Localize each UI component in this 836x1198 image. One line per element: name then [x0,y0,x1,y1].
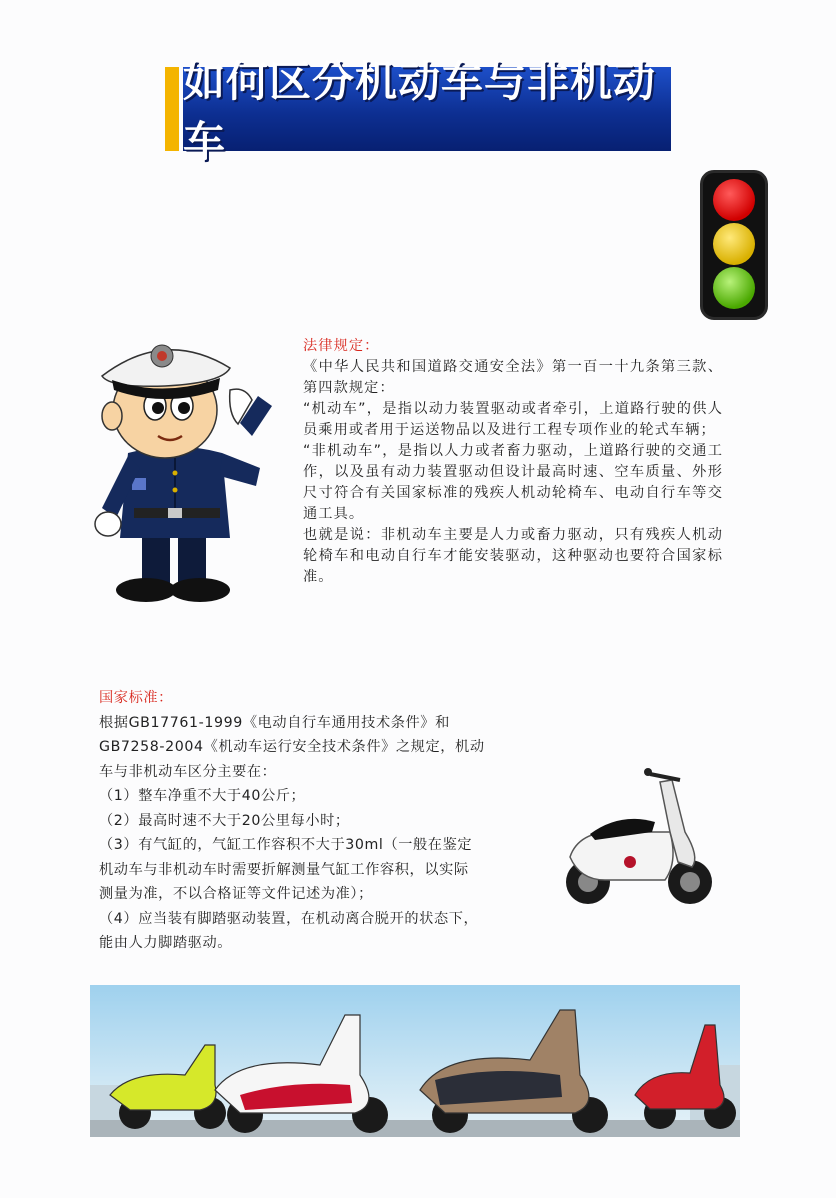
national-line: （2）最高时速不大于20公里每小时； [99,812,350,829]
national-line: 测量为准，不以合格证等文件记述为准）； [99,886,373,902]
legal-paragraph: 也就是说：非机动车主要是人力或畜力驱动，只有残疾人机动轮椅车和电动自行车才能安装驱动，这种驱动也要符合国家标准。 [303,527,723,585]
legal-paragraph: 《中华人民共和国道路交通安全法》第一百一十九条第三款、第四款规定： [303,359,723,396]
green-light [713,267,755,309]
national-line: GB7258-2004《机动车运行安全技术条件》之规定，机动 [99,739,485,755]
traffic-light-icon [700,170,768,320]
legal-section [303,336,723,588]
legal-paragraph: “非机动车”，是指以人力或者畜力驱动，上道路行驶的交通工作，以及虽有动力装置驱动但设计最高时速、空车质量、外形尺寸符合有关国家标准的残疾人机动轮椅车、电动自行车等交通工具。 [303,443,723,522]
national-line: 机动车与非机动车时需要折解测量气缸工作容积，以实际 [99,861,469,878]
legal-heading: 法律规定： [303,338,380,354]
scooters-banner-illustration [90,985,740,1137]
page-title: 如何区分机动车与非机动车 [183,57,657,166]
national-standard-section [99,686,559,956]
national-line: 车与非机动车区分主要在： [99,763,277,780]
national-line: （4）应当装有脚踏驱动装置，在机动离合脱开的状态下， [99,910,479,927]
red-light [713,179,755,221]
title-banner [165,57,671,166]
white-scooter-illustration [560,762,720,912]
national-line: （3）有气缸的，气缸工作容积不大于30ml（一般在鉴定 [99,837,473,853]
national-line: （1）整车净重不大于40公斤； [99,788,306,804]
national-line: 根据GB17761-1999《电动自行车通用技术条件》和 [99,714,450,731]
police-officer-illustration [80,328,275,606]
title-accent-bar [165,67,179,151]
national-line: 能由人力脚踏驱动。 [99,935,233,951]
legal-paragraph: “机动车”，是指以动力装置驱动或者牵引，上道路行驶的供人员乘用或者用于运送物品以及进行工程专项作业的轮式车辆； [303,401,723,438]
yellow-light [713,223,755,265]
national-heading: 国家标准： [99,690,173,706]
